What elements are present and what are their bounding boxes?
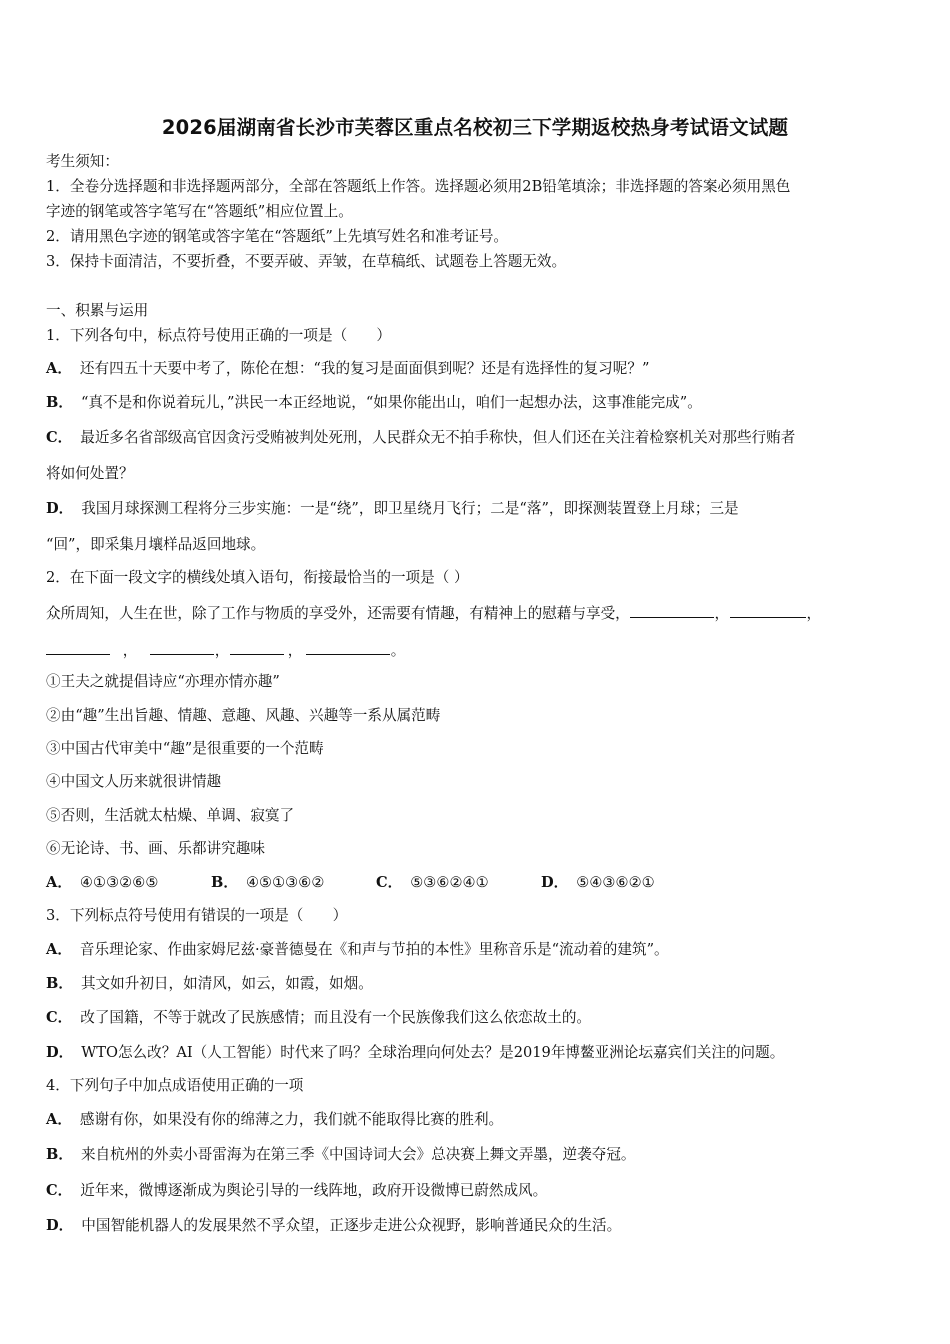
- section-heading: 一、积累与运用: [46, 302, 149, 319]
- q2-sentence-2: ②由“趣”生出旨趣、情趣、意趣、风趣、兴趣等一系从属范畴: [46, 707, 441, 724]
- option-label: A．: [46, 874, 72, 891]
- option-text: 我国月球探测工程将分三步实施：一是“绕”，即卫星绕月飞行；二是“落”，即探测装置登上月球；三是: [81, 500, 739, 517]
- fill-blank: [730, 603, 806, 618]
- page-title: 2026届湖南省长沙市芙蓉区重点名校初三下学期返校热身考试语文试题: [161, 116, 789, 139]
- fill-blank: [150, 640, 214, 655]
- q2-option-c: [376, 873, 541, 893]
- q2-choices: [46, 873, 655, 893]
- period: 。: [390, 642, 406, 659]
- notice-item: 1．全卷分选择题和非选择题两部分，全部在答题纸上作答。选择题必须用2B铅笔填涂；非选择题的答案必须用黑色: [46, 178, 791, 195]
- option-label: B．: [46, 1146, 73, 1163]
- q4-option-c: [46, 1181, 547, 1201]
- q4-option-b: [46, 1145, 636, 1165]
- q2-sentence-6: ⑥无论诗、书、画、乐都讲究趣味: [46, 840, 265, 857]
- q2-sentence-3: ③中国古代审美中“趣”是很重要的一个范畴: [46, 740, 324, 757]
- option-text: “真不是和你说着玩儿，”洪民一本正经地说，“如果你能出山，咱们一起想办法，这事准能完成”。: [80, 394, 702, 411]
- question-stem-3: 3．下列标点符号使用有错误的一项是（ ）: [46, 907, 348, 924]
- option-label: C．: [46, 1182, 73, 1199]
- option-label: C．: [46, 1009, 73, 1026]
- q2-sentence-1: ①王夫之就提倡诗应“亦理亦情亦趣”: [46, 673, 280, 690]
- option-label: D．: [46, 1217, 74, 1234]
- option-label: A．: [46, 941, 72, 958]
- question-stem-4: 4．下列句子中加点成语使用正确的一项: [46, 1077, 304, 1094]
- notice-item: 字迹的钢笔或答字笔写在“答题纸”相应位置上。: [46, 203, 353, 220]
- option-label: A．: [46, 1111, 72, 1128]
- option-text: 感谢有你，如果没有你的绵薄之力，我们就不能取得比赛的胜利。: [79, 1111, 504, 1128]
- comma: ，: [287, 642, 303, 659]
- option-text: ⑤④③⑥②①: [576, 874, 655, 891]
- notice-item: 3．保持卡面清洁，不要折叠，不要弄破、弄皱，在草稿纸、试题卷上答题无效。: [46, 253, 567, 270]
- option-label: D．: [46, 500, 74, 517]
- question-stem-1: 1．下列各句中，标点符号使用正确的一项是（ ）: [46, 327, 391, 344]
- q2-sentence-4: ④中国文人历来就很讲情趣: [46, 773, 222, 790]
- fill-blank: [46, 640, 110, 655]
- option-text: 近年来，微博逐渐成为舆论引导的一线阵地，政府开设微博已蔚然成风。: [80, 1182, 548, 1199]
- notice-item: 2．请用黑色字迹的钢笔或答字笔在“答题纸”上先填写姓名和准考证号。: [46, 228, 509, 245]
- q1-option-d-cont: “回”，即采集月壤样品返回地球。: [46, 536, 266, 553]
- q2-blanks: [46, 640, 406, 661]
- q3-option-b: [46, 974, 373, 994]
- comma: ，: [214, 642, 230, 659]
- q4-option-a: [46, 1110, 503, 1130]
- q2-sentence-5: ⑤否则，生活就太枯燥、单调、寂寞了: [46, 807, 295, 824]
- option-text: 音乐理论家、作曲家姆尼兹·豪普德曼在《和声与节拍的本性》里称音乐是“流动着的建筑”。: [79, 941, 669, 958]
- q4-option-d: [46, 1216, 621, 1236]
- option-text: ④⑤①③⑥②: [245, 874, 325, 891]
- q1-option-a: [46, 359, 649, 379]
- q3-option-a: [46, 940, 669, 960]
- option-label: D．: [46, 1044, 74, 1061]
- q2-option-b: [211, 873, 376, 893]
- passage-text: 众所周知，人生在世，除了工作与物质的享受外，还需要有情趣，有精神上的慰藉与享受，: [46, 605, 630, 622]
- fill-blank: [306, 640, 390, 655]
- option-text: 改了国籍，不等于就改了民族感情；而且没有一个民族像我们这么依恋故土的。: [80, 1009, 592, 1026]
- q1-option-c-cont: 将如何处置？: [46, 465, 134, 482]
- option-label: D．: [541, 874, 569, 891]
- option-text: ⑤③⑥②④①: [410, 874, 489, 891]
- option-text: 最近多名省部级高官因贪污受贿被判处死刑，人民群众无不拍手称快，但人们还在关注着检察机关对那些行贿者: [80, 429, 796, 446]
- fill-blank: [230, 640, 284, 655]
- q2-option-a: [46, 873, 211, 893]
- q1-option-c: [46, 428, 795, 448]
- q3-option-c: [46, 1008, 591, 1028]
- q1-option-d: [46, 499, 739, 519]
- question-stem-2: 2．在下面一段文字的横线处填入语句，衔接最恰当的一项是（ ）: [46, 569, 469, 586]
- option-label: B．: [46, 975, 73, 992]
- q1-option-b: [46, 393, 702, 413]
- option-label: A．: [46, 360, 72, 377]
- option-label: B．: [46, 394, 73, 411]
- option-text: 来自杭州的外卖小哥雷海为在第三季《中国诗词大会》总决赛上舞文弄墨，逆袭夺冠。: [80, 1146, 636, 1163]
- option-text: 中国智能机器人的发展果然不孚众望，正逐步走进公众视野，影响普通民众的生活。: [81, 1217, 622, 1234]
- comma: ，: [122, 642, 138, 659]
- comma: ，: [714, 605, 730, 622]
- option-label: C．: [46, 429, 73, 446]
- option-text: 其文如升初日，如清风，如云，如霞，如烟。: [80, 975, 373, 992]
- option-text: WTO怎么改？AI（人工智能）时代来了吗？全球治理向何处去？是2019年博鳌亚洲论坛嘉宾们关注的问题。: [81, 1044, 785, 1061]
- fill-blank: [630, 603, 714, 618]
- option-label: B．: [211, 874, 238, 891]
- option-text: 还有四五十天要中考了，陈伦在想：“我的复习是面面俱到呢？还是有选择性的复习呢？”: [79, 360, 650, 377]
- comma: ，: [806, 605, 822, 622]
- option-label: C．: [376, 874, 403, 891]
- option-text: ④①③②⑥⑤: [79, 874, 159, 891]
- q2-option-d: [541, 873, 655, 893]
- q3-option-d: [46, 1043, 784, 1063]
- notice-heading: 考生须知：: [46, 153, 119, 170]
- q2-passage: [46, 603, 822, 624]
